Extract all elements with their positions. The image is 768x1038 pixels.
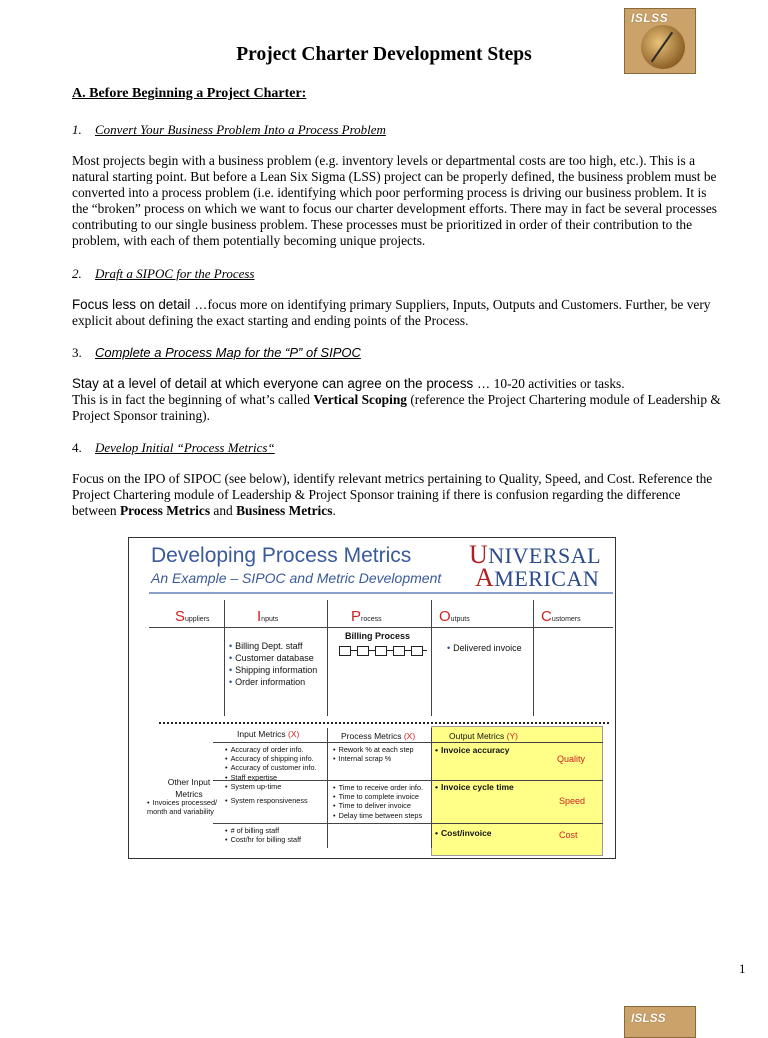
list-item: • Invoices processed/ month and variability <box>147 798 227 816</box>
logo-text: ISLSS <box>631 11 669 25</box>
figure-title: Developing Process Metrics <box>151 544 412 567</box>
sipoc-process: Process <box>351 608 382 625</box>
list-item: • Delay time between steps <box>333 811 433 820</box>
list-item: • Accuracy of order info. <box>225 745 329 754</box>
other-input-list <box>147 798 227 816</box>
label-quality: Quality <box>557 754 586 764</box>
label-speed: Speed <box>559 796 586 806</box>
outputs-list <box>447 642 527 654</box>
process-step-box <box>393 646 405 656</box>
list-item: • Order information <box>229 676 325 688</box>
logo-text-bottom: ISLSS <box>631 1011 666 1025</box>
sipoc-metrics-figure <box>128 537 616 859</box>
input-metrics-speed <box>225 796 329 805</box>
input-metrics-header: Input Metrics (X) <box>237 729 300 739</box>
islss-logo-bottom <box>624 1006 696 1038</box>
list-item: • # of billing staff <box>225 826 329 835</box>
list-item: • Time to complete invoice <box>333 792 433 801</box>
output-metrics-header: Output Metrics (Y) <box>449 731 518 741</box>
output-metric-speed: • Invoice cycle time <box>435 782 514 792</box>
process-metrics-speed <box>333 783 433 820</box>
process-label: Billing Process <box>345 631 411 641</box>
list-item: • Time to deliver invoice <box>333 801 433 810</box>
list-item: • Time to receive order info. <box>333 783 433 792</box>
process-step-box <box>375 646 387 656</box>
figure-subtitle: An Example – SIPOC and Metric Development <box>151 570 442 586</box>
sipoc-header-line <box>149 627 613 628</box>
list-item: • Rework % at each step <box>333 745 433 754</box>
input-metrics-quality <box>225 745 329 791</box>
page-number: 1 <box>739 961 746 976</box>
list-item: • Accuracy of customer info. <box>225 763 329 772</box>
list-item: • Delivered invoice <box>447 642 527 654</box>
step-3-paragraph: Stay at a level of detail at which everyone can agree on the process … 10-20 activities or tasks. This is in fact the beginning of what’s called Vertical Scoping (reference the Project Chartering module of Leadership & Project Sponsor training). <box>72 376 721 423</box>
step-2-paragraph: Focus less on detail …focus more on identifying primary Suppliers, Inputs, Outputs and Customers. Further, be very explicit about defining the exact starting and ending points of the Process. <box>72 297 711 328</box>
figure-divider <box>149 592 613 594</box>
list-item: • Accuracy of shipping info. <box>225 754 329 763</box>
step-1-heading: 1. Convert Your Business Problem Into a Process Problem <box>72 122 386 137</box>
output-metric-quality: • Invoice accuracy <box>435 745 510 755</box>
process-metrics-quality <box>333 745 433 763</box>
step-2-heading: 2. Draft a SIPOC for the Process <box>72 266 255 281</box>
sipoc-inputs: Inputs <box>257 608 279 625</box>
list-item: • Staff expertise <box>225 773 329 782</box>
process-step-box <box>339 646 351 656</box>
list-item: • System responsiveness <box>225 796 329 805</box>
label-cost: Cost <box>559 830 578 840</box>
sipoc-suppliers: Suppliers <box>175 608 210 625</box>
inputs-list <box>229 640 325 688</box>
list-item: • Cost/hr for billing staff <box>225 835 329 844</box>
step-4-heading: 4. Develop Initial “Process Metrics“ <box>72 440 275 455</box>
list-item: • System up-time <box>225 782 329 791</box>
sipoc-outputs: Outputs <box>439 608 470 625</box>
islss-logo <box>624 8 696 74</box>
list-item: • Shipping information <box>229 664 325 676</box>
output-metric-cost: • Cost/invoice <box>435 828 492 838</box>
brand-american: AMERICAN <box>475 563 600 592</box>
list-item: • Customer database <box>229 652 325 664</box>
step-4-paragraph: Focus on the IPO of SIPOC (see below), identify relevant metrics pertaining to Quality, Speed, and Cost. Reference the Project Chartering module of Leadership & Project Sponsor training if there is confusion regarding the difference between Process Metrics and Business Metrics. <box>72 471 713 518</box>
sipoc-customers: Customers <box>541 608 581 625</box>
step-3-heading: 3. Complete a Process Map for the “P” of SIPOC <box>72 345 361 360</box>
other-input-metrics-label: Other Input Metrics <box>167 777 211 799</box>
brand-universal: UNIVERSAL <box>469 540 602 569</box>
dotted-separator <box>159 722 609 724</box>
process-step-box <box>357 646 369 656</box>
list-item: • Billing Dept. staff <box>229 640 325 652</box>
section-a-heading: A. Before Beginning a Project Charter: <box>72 86 307 101</box>
page-title: Project Charter Development Steps <box>236 44 532 65</box>
process-metrics-header: Process Metrics (X) <box>341 731 416 741</box>
process-step-box <box>411 646 423 656</box>
list-item: • Internal scrap % <box>333 754 433 763</box>
step-1-paragraph: Most projects begin with a business problem (e.g. inventory levels or departmental costs are too high, etc.). This is a natural starting point. But before a Lean Six Sigma (LSS) project can be properly defined, the business problem must be converted into a process problem (i.e. identifying which poor performing process is driving our business problem. It is the “broken” process on which we want to focus our charter development efforts. There may in fact be several processes contributing to our single business problem. These processes must be prioritized in order of their contribution to the problem, with each of them potentially becoming unique projects. <box>72 153 717 248</box>
input-metrics-cost <box>225 826 329 844</box>
